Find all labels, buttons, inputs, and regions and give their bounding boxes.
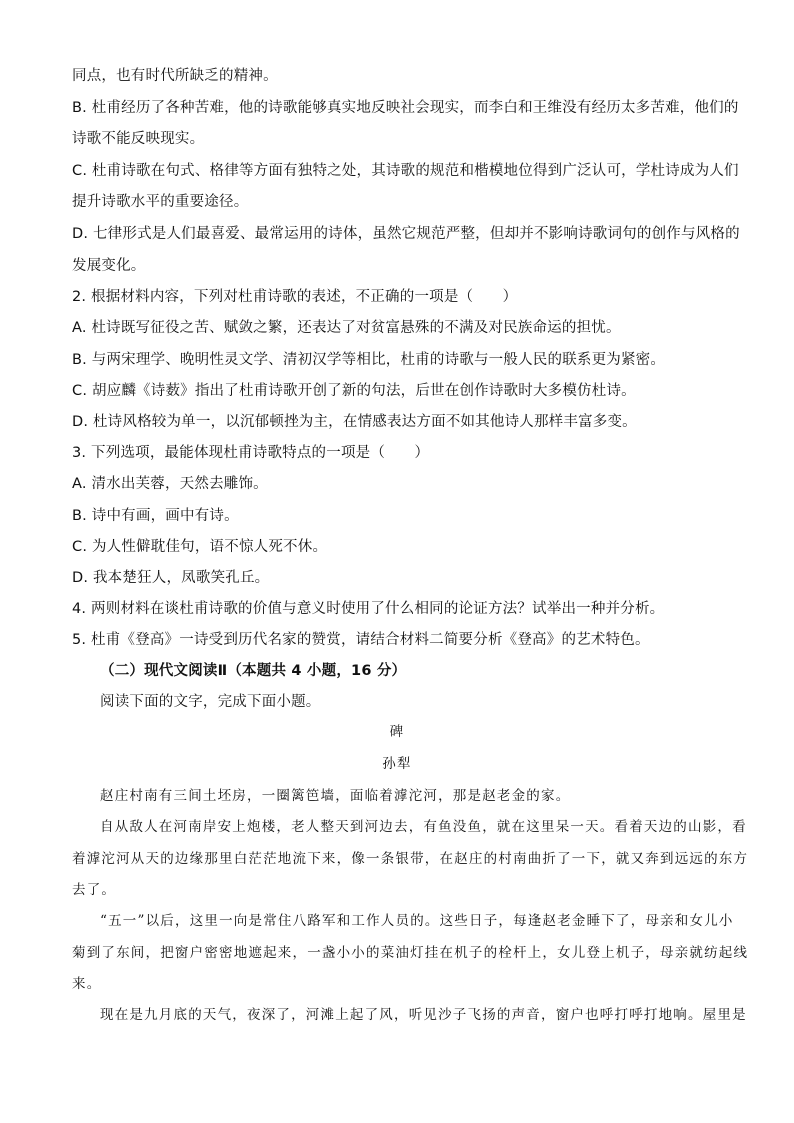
q2-option-b: B. 与两宋理学、晚明性灵文学、清初汉学等相比，杜甫的诗歌与一般人民的联系更为紧密。 xyxy=(72,352,666,368)
q3-option-b: B. 诗中有画，画中有诗。 xyxy=(72,508,239,524)
article-title: 碑 xyxy=(389,724,405,740)
q2-option-d: D. 杜诗风格较为单一，以沉郁顿挫为主，在情感表达方面不如其他诗人那样丰富多变。 xyxy=(72,414,637,430)
article-paragraph-3-line3: 来。 xyxy=(72,976,102,992)
article-paragraph-3-line1: “五一”以后，这里一向是常住八路军和工作人员的。这些日子，每逢赵老金睡下了，母亲和女儿小 xyxy=(100,913,734,929)
q2-option-a: A. 杜诗既写征役之苦、赋敛之繁，还表达了对贫富悬殊的不满及对民族命运的担忧。 xyxy=(72,320,621,336)
article-paragraph-2-line1: 自从敌人在河南岸安上炮楼，老人整天到河边去，有鱼没鱼，就在这里呆一天。看着天边的山影，看 xyxy=(100,819,747,835)
q1-option-c-line2: 提升诗歌水平的重要途径。 xyxy=(72,194,249,210)
q3-option-c: C. 为人性僻耽佳句，语不惊人死不休。 xyxy=(72,539,328,555)
q5-stem: 5. 杜甫《登高》一诗受到历代名家的赞赏，请结合材料二简要分析《登高》的艺术特色。 xyxy=(72,632,650,648)
q1-option-c-line1: C. 杜甫诗歌在句式、格律等方面有独特之处，其诗歌的规范和楷模地位得到广泛认可，学杜诗成为人们 xyxy=(72,163,739,179)
article-paragraph-4-line1: 现在是九月底的天气，夜深了，河滩上起了风，听见沙子飞扬的声音，窗户也呼打呼打地响。屋里是 xyxy=(100,1007,747,1023)
section-heading: （二）现代文阅读Ⅱ（本题共 4 小题，16 分） xyxy=(100,663,407,679)
article-author: 孙犁 xyxy=(382,756,412,772)
q2-stem: 2. 根据材料内容，下列对杜甫诗歌的表述，不正确的一项是（ ） xyxy=(72,289,518,305)
article-paragraph-3-line2: 菊到了东间，把窗户密密地遮起来，一盏小小的菜油灯挂在机子的栓杆上，女儿登上机子，母亲就纺起线 xyxy=(72,945,749,961)
article-paragraph-1: 赵庄村南有三间土坯房，一圈篱笆墙，面临着滹沱河，那是赵老金的家。 xyxy=(100,788,571,804)
q2-option-c: C. 胡应麟《诗薮》指出了杜甫诗歌开创了新的句法，后世在创作诗歌时大多模仿杜诗。 xyxy=(72,383,636,399)
q1-option-d-line1: D. 七律形式是人们最喜爱、最常运用的诗体，虽然它规范严整，但却并不影响诗歌词句的创作与风格的 xyxy=(72,226,740,242)
q1-option-d-line2: 发展变化。 xyxy=(72,258,146,274)
q4-stem: 4. 两则材料在谈杜甫诗歌的价值与意义时使用了什么相同的论证方法？试举出一种并分析。 xyxy=(72,601,665,617)
q1-option-b-line2: 诗歌不能反映现实。 xyxy=(72,131,205,147)
q1-option-b-line1: B. 杜甫经历了各种苦难，他的诗歌能够真实地反映社会现实，而李白和王维没有经历太多苦难，他们的 xyxy=(72,100,739,116)
q3-option-d: D. 我本楚狂人，凤歌笑孔丘。 xyxy=(72,570,270,586)
article-paragraph-2-line3: 去了。 xyxy=(72,882,117,898)
q3-stem: 3. 下列选项，最能体现杜甫诗歌特点的一项是（ ） xyxy=(72,445,430,461)
q3-option-a: A. 清水出芙蓉，天然去雕饰。 xyxy=(72,476,268,492)
reading-instruction: 阅读下面的文字，完成下面小题。 xyxy=(100,694,321,710)
text-line: 同点，也有时代所缺乏的精神。 xyxy=(72,68,278,84)
article-paragraph-2-line2: 着滹沱河从天的边缘那里白茫茫地流下来，像一条银带，在赵庄的村南曲折了一下，就又奔到远远的东方 xyxy=(72,851,749,867)
